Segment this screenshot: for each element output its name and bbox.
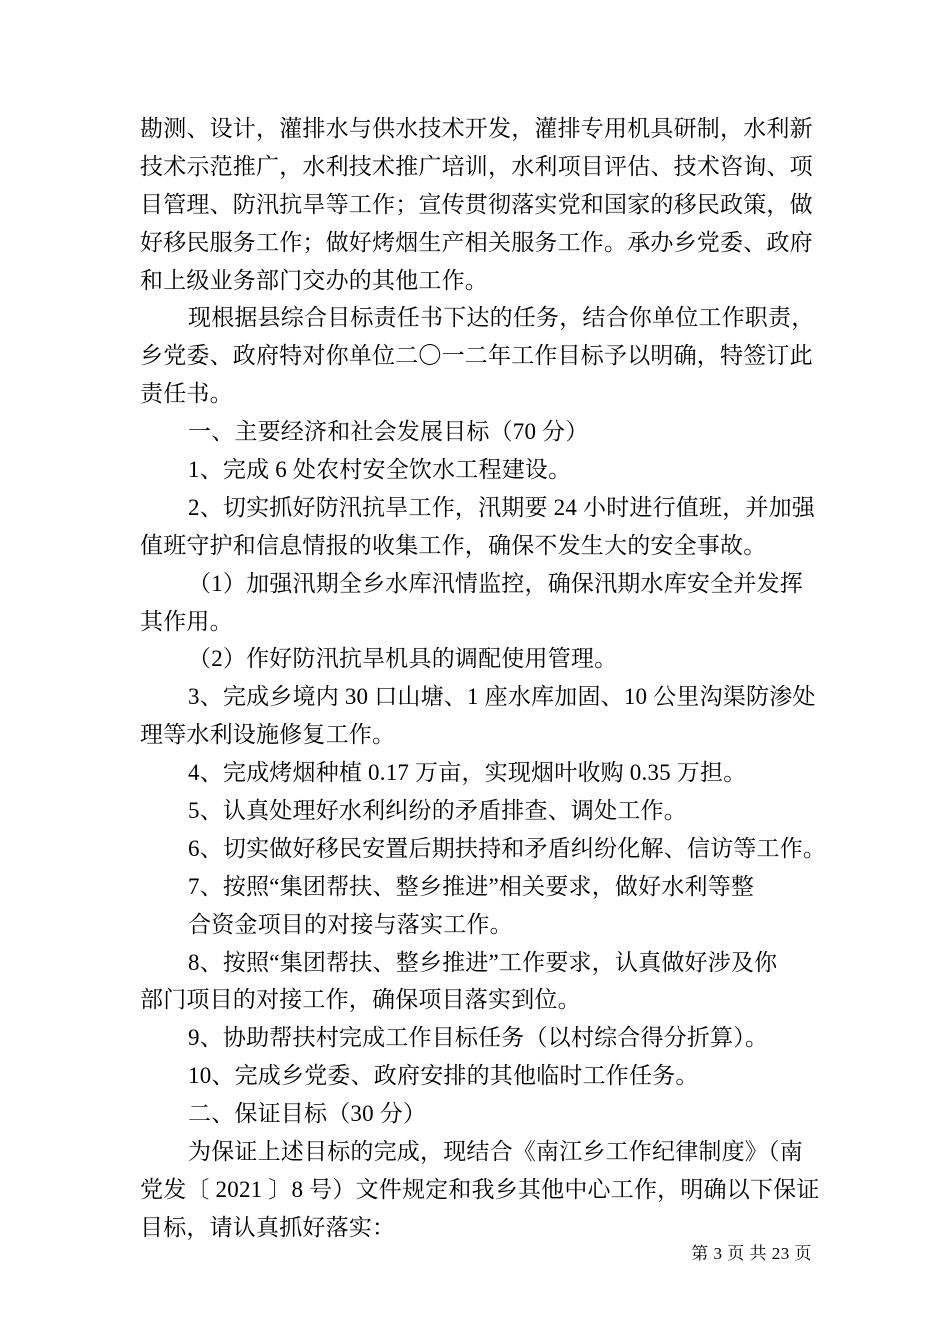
text-line: 3、完成乡境内 30 口山塘、1 座水库加固、10 公里沟渠防渗处: [188, 684, 816, 710]
text-line: 目管理、防汛抗旱等工作；宣传贯彻落实党和国家的移民政策，做: [140, 191, 813, 217]
text-line: 一、主要经济和社会发展目标（70 分）: [188, 419, 589, 445]
text-line: 党发〔 2021 〕8 号）文件规定和我乡其他中心工作，明确以下保证: [140, 1176, 820, 1202]
text-line: 9、协助帮扶村完成工作目标任务（以村综合得分折算）。: [188, 1025, 769, 1051]
text-line: 好移民服务工作；做好烤烟生产相关服务工作。承办乡党委、政府: [140, 229, 813, 255]
text-line: 6、切实做好移民安置后期扶持和矛盾纠纷化解、信访等工作。: [188, 835, 827, 861]
text-line: 5、认真处理好水利纠纷的矛盾排查、调处工作。: [188, 798, 687, 824]
text-line: 乡党委、政府特对你单位二〇一二年工作目标予以明确，特签订此: [140, 343, 813, 369]
text-line: 为保证上述目标的完成，现结合《南江乡工作纪律制度》（南: [188, 1139, 803, 1165]
text-line: （2）作好防汛抗旱机具的调配使用管理。: [188, 646, 618, 672]
text-line: 理等水利设施修复工作。: [140, 722, 396, 748]
text-line: 技术示范推广，水利技术推广培训，水利项目评估、技术咨询、项: [140, 153, 813, 179]
text-line: 4、完成烤烟种植 0.17 万亩，实现烟叶收购 0.35 万担。: [188, 760, 747, 786]
text-line: 10、完成乡党委、政府安排的其他临时工作任务。: [188, 1063, 699, 1089]
text-line: 现根据县综合目标责任书下达的任务，结合你单位工作职责，: [188, 305, 815, 331]
text-line: 二、保证目标（30 分）: [188, 1101, 427, 1127]
text-line: 勘测、设计，灌排水与供水技术开发，灌排专用机具研制，水利新: [140, 116, 813, 141]
page-number-indicator: 第 3 页 共 23 页: [691, 1244, 812, 1263]
text-line: 8、按照“集团帮扶、整乡推进”工作要求，认真做好涉及你: [188, 949, 778, 975]
text-line: 合资金项目的对接与落实工作。: [188, 911, 513, 937]
text-line: 值班守护和信息情报的收集工作，确保不发生大的安全事故。: [140, 532, 767, 558]
text-line: 7、按照“集团帮扶、整乡推进”相关要求，做好水利等整: [188, 873, 755, 899]
text-line: 2、切实抓好防汛抗旱工作，汛期要 24 小时进行值班，并加强: [188, 494, 815, 520]
text-line: （1）加强汛期全乡水库汛情监控，确保汛期水库安全并发挥: [188, 570, 803, 596]
text-line: 和上级业务部门交办的其他工作。: [140, 267, 488, 293]
text-line: 目标，请认真抓好落实：: [140, 1214, 396, 1240]
text-line: 其作用。: [140, 608, 233, 634]
text-line: 责任书。: [140, 381, 233, 407]
document-body: [140, 110, 832, 1247]
text-line: 部门项目的对接工作，确保项目落实到位。: [140, 987, 581, 1013]
text-line: 1、完成 6 处农村安全饮水工程建设。: [188, 457, 572, 483]
